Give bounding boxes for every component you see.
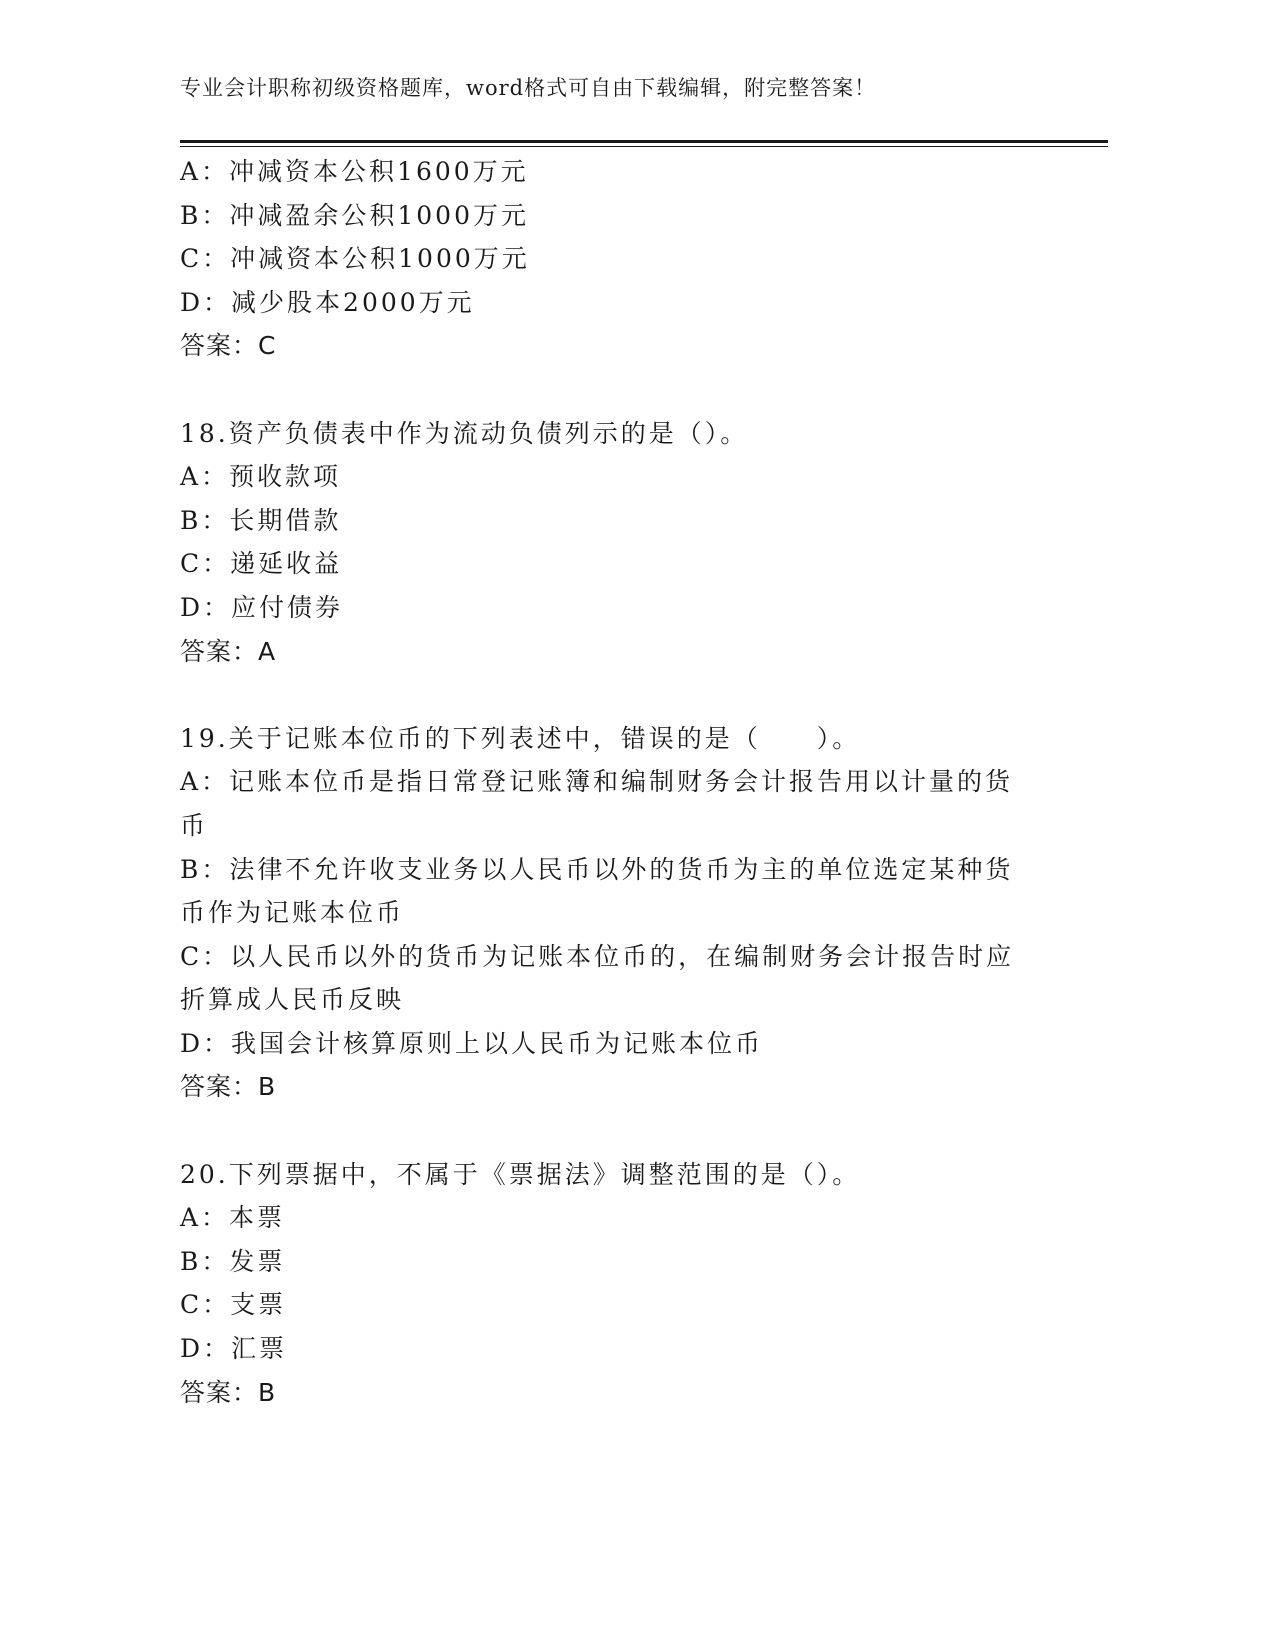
option-c: C：支票 (180, 1290, 287, 1320)
option-d: D：我国会计核算原则上以人民币为记账本位币 (180, 1028, 764, 1058)
option-d: D：汇票 (180, 1334, 288, 1364)
option-b: B：冲减盈余公积1000万元 (180, 200, 529, 230)
question-list (180, 150, 1040, 1414)
option-d: D：应付债券 (180, 592, 344, 622)
question-20 (180, 1153, 1040, 1415)
option-b: B：发票 (180, 1246, 286, 1276)
answer-line: 答案：A (180, 636, 277, 666)
question-18 (180, 412, 1040, 674)
option-c: C：冲减资本公积1000万元 (180, 244, 530, 274)
option-d: D：减少股本2000万元 (180, 287, 475, 317)
answer-line: 答案：B (180, 1377, 277, 1407)
question-17 (180, 150, 1040, 368)
header-rule-thick (180, 140, 1108, 143)
header-rule-thin (180, 146, 1108, 147)
answer-line: 答案：B (180, 1072, 277, 1102)
option-c: C：以人民币以外的货币为记账本位币的，在编制财务会计报告时应折算成人民币反映 (180, 941, 1015, 1015)
option-a: A：预收款项 (180, 462, 342, 492)
spacer (180, 368, 1040, 412)
spacer (180, 673, 1040, 717)
spacer (180, 1109, 1040, 1153)
option-b: B：法律不允许收支业务以人民币以外的货币为主的单位选定某种货币作为记账本位币 (180, 854, 1014, 928)
question-stem: 19.关于记账本位币的下列表述中，错误的是（ ）。 (180, 723, 861, 753)
option-c: C：递延收益 (180, 549, 343, 579)
option-a: A：记账本位币是指日常登记账簿和编制财务会计报告用以计量的货币 (180, 767, 1014, 840)
page-header: 专业会计职称初级资格题库，word格式可自由下载编辑，附完整答案！ (180, 76, 877, 100)
option-a: A：本票 (180, 1203, 286, 1233)
answer-line: 答案：C (180, 331, 277, 361)
question-stem: 18.资产负债表中作为流动负债列示的是（）。 (180, 418, 749, 448)
question-stem: 20.下列票据中，不属于《票据法》调整范围的是（）。 (180, 1159, 861, 1189)
option-a: A：冲减资本公积1600万元 (180, 157, 529, 186)
option-b: B：长期借款 (180, 505, 342, 535)
question-19 (180, 717, 1040, 1109)
